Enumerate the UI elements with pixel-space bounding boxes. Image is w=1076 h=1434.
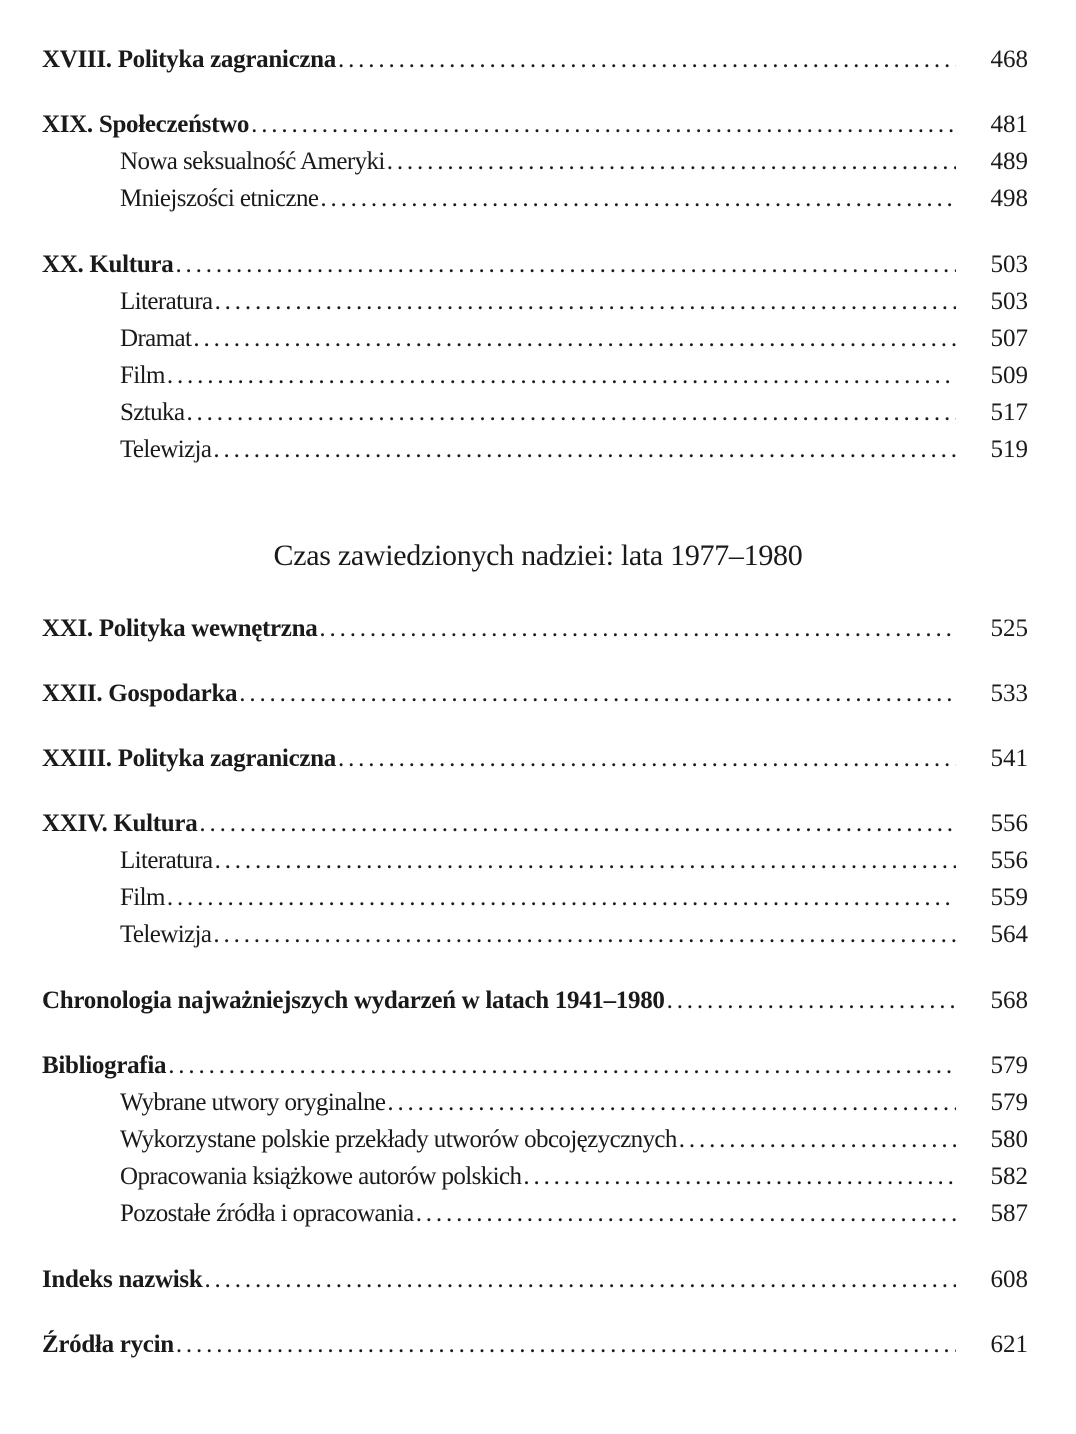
dot-leader [193, 322, 956, 356]
dot-leader [204, 1263, 956, 1297]
toc-entry[interactable] [42, 1263, 1028, 1297]
toc-entry-page: 509 [990, 362, 1028, 389]
toc-entry-label: Źródła rycin [42, 1331, 174, 1358]
toc-entry-page: 489 [990, 148, 1028, 175]
toc-entry-label: XXIV. Kultura [42, 810, 198, 837]
toc-entry-page: 579 [990, 1052, 1028, 1079]
dot-leader [387, 145, 956, 179]
toc-subentry[interactable] [120, 918, 1028, 952]
toc-entry[interactable] [42, 807, 1028, 841]
toc-entry-page: 556 [990, 847, 1028, 874]
toc-entry-label: Mniejszości etniczne [120, 185, 319, 212]
toc-entry-page: 587 [990, 1200, 1028, 1227]
toc-entry[interactable] [42, 1328, 1028, 1362]
toc-entry-label: Wykorzystane polskie przekłady utworów obcojęzycznych [120, 1126, 677, 1153]
toc-entry-label: Pozostałe źródła i opracowania [120, 1200, 414, 1227]
toc-entry-page: 579 [990, 1089, 1028, 1116]
toc-entry-label: XXIII. Polityka zagraniczna [42, 745, 336, 772]
toc-entry-page: 582 [990, 1163, 1028, 1190]
dot-leader [523, 1160, 956, 1194]
toc-subentry[interactable] [120, 359, 1028, 393]
toc-subentry[interactable] [120, 322, 1028, 356]
dot-leader [175, 248, 956, 282]
toc-entry-page: 468 [990, 46, 1028, 73]
toc-entry-label: Wybrane utwory oryginalne [120, 1089, 386, 1116]
toc-entry-page: 564 [990, 921, 1028, 948]
toc-entry-label: Film [120, 362, 165, 389]
toc-entry[interactable] [42, 248, 1028, 282]
toc-entry-page: 580 [990, 1126, 1028, 1153]
dot-leader [416, 1197, 956, 1231]
toc-entry-page: 498 [990, 185, 1028, 212]
toc-entry-label: Telewizja [120, 921, 212, 948]
toc-entry[interactable] [42, 984, 1028, 1018]
toc-entry-label: Sztuka [120, 399, 185, 426]
toc-entry[interactable] [42, 677, 1028, 711]
toc-subentry[interactable] [120, 881, 1028, 915]
toc-entry-page: 568 [990, 987, 1028, 1014]
toc-entry-page: 533 [990, 680, 1028, 707]
dot-leader [199, 807, 956, 841]
toc-entry-label: XXI. Polityka wewnętrzna [42, 615, 318, 642]
dot-leader [215, 285, 956, 319]
dot-leader [338, 742, 956, 776]
dot-leader [679, 1123, 956, 1157]
toc-subentry[interactable] [120, 285, 1028, 319]
toc-subentry[interactable] [120, 396, 1028, 430]
dot-leader [168, 1049, 956, 1083]
toc-entry-page: 559 [990, 884, 1028, 911]
dot-leader [213, 433, 956, 467]
toc-entry-page: 519 [990, 436, 1028, 463]
toc-entry-page: 621 [990, 1331, 1028, 1358]
toc-entry-page: 517 [990, 399, 1028, 426]
toc-entry-page: 541 [990, 745, 1028, 772]
toc-entry-label: Indeks nazwisk [42, 1266, 203, 1293]
dot-leader [186, 396, 956, 430]
toc-entry-label: Telewizja [120, 436, 212, 463]
toc-entry-page: 556 [990, 810, 1028, 837]
toc-entry[interactable] [42, 1049, 1028, 1083]
toc-entry[interactable] [42, 742, 1028, 776]
dot-leader [320, 182, 956, 216]
toc-subentry[interactable] [120, 1197, 1028, 1231]
dot-leader [176, 1328, 956, 1362]
dot-leader [251, 108, 956, 142]
toc-entry-page: 481 [990, 111, 1028, 138]
dot-leader [239, 677, 956, 711]
section-heading: Czas zawiedzionych nadziei: lata 1977–1980 [273, 539, 803, 572]
toc-entry[interactable] [42, 108, 1028, 142]
toc-entry-label: Bibliografia [42, 1052, 167, 1079]
toc-subentry[interactable] [120, 433, 1028, 467]
toc-subentry[interactable] [120, 1160, 1028, 1194]
toc-entry-label: Film [120, 884, 165, 911]
toc-entry-label: XVIII. Polityka zagraniczna [42, 46, 336, 73]
toc-entry-label: XIX. Społeczeństwo [42, 111, 250, 138]
toc-entry-label: XXII. Gospodarka [42, 680, 238, 707]
toc-subentry[interactable] [120, 145, 1028, 179]
toc-entry-page: 608 [990, 1266, 1028, 1293]
dot-leader [167, 359, 956, 393]
dot-leader [215, 844, 956, 878]
toc-entry-label: Literatura [120, 288, 213, 315]
toc-entry[interactable] [42, 612, 1028, 646]
toc-subentry[interactable] [120, 1123, 1028, 1157]
toc-entry-label: XX. Kultura [42, 251, 174, 278]
toc-entry-page: 503 [990, 251, 1028, 278]
toc-subentry[interactable] [120, 1086, 1028, 1120]
toc-entry-page: 525 [990, 615, 1028, 642]
toc-entry[interactable] [42, 43, 1028, 77]
toc-entry-label: Nowa seksualność Ameryki [120, 148, 385, 175]
toc-entry-page: 507 [990, 325, 1028, 352]
toc-entry-label: Dramat [120, 325, 192, 352]
dot-leader [387, 1086, 956, 1120]
dot-leader [319, 612, 956, 646]
toc-subentry[interactable] [120, 182, 1028, 216]
toc-entry-label: Literatura [120, 847, 213, 874]
dot-leader [338, 43, 956, 77]
dot-leader [667, 984, 956, 1018]
toc-entry-label: Chronologia najważniejszych wydarzeń w latach 1941–1980 [42, 987, 665, 1014]
toc-entry-page: 503 [990, 288, 1028, 315]
toc-subentry[interactable] [120, 844, 1028, 878]
dot-leader [213, 918, 956, 952]
dot-leader [167, 881, 956, 915]
toc-entry-label: Opracowania książkowe autorów polskich [120, 1163, 522, 1190]
